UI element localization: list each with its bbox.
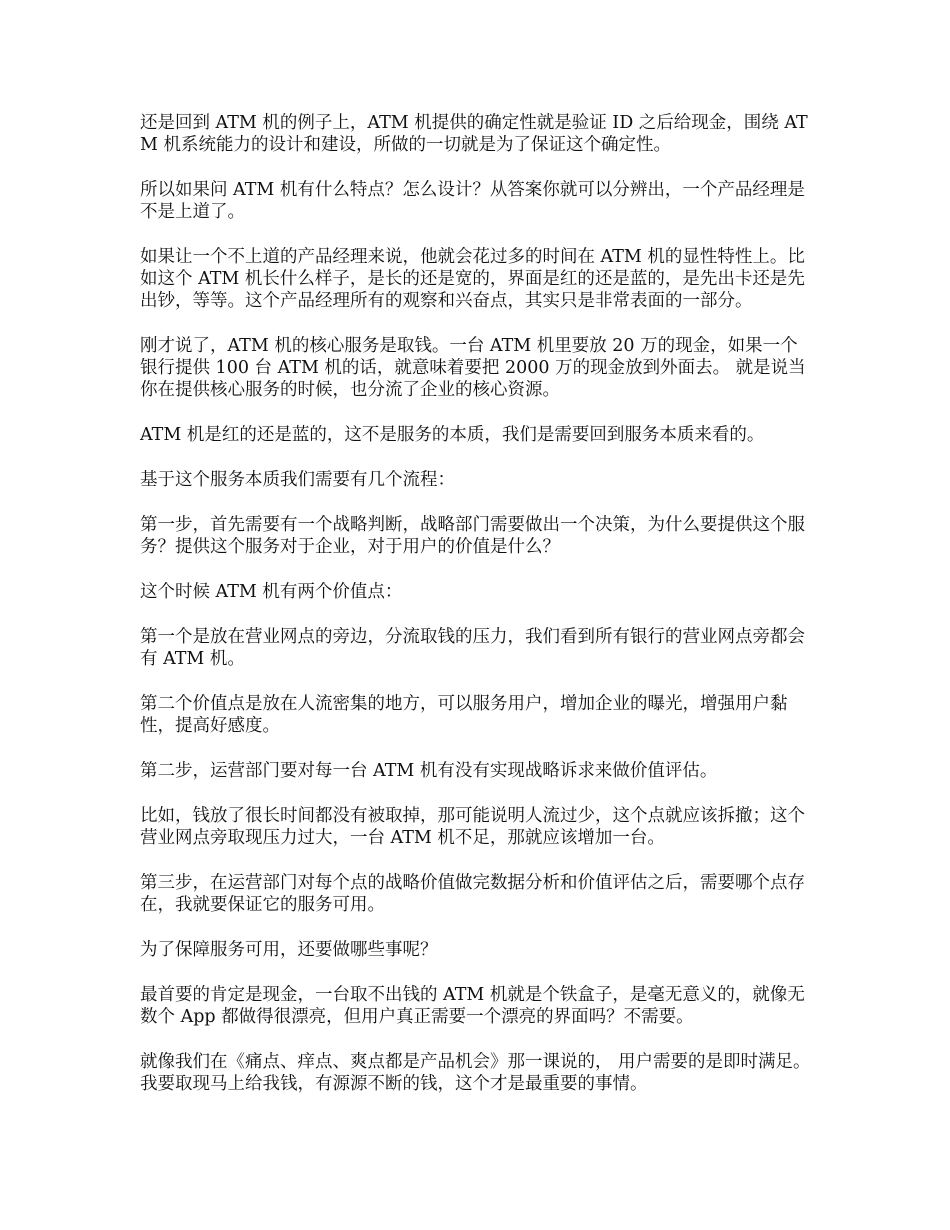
- paragraph-8: 这个时候 ATM 机有两个价值点：: [140, 582, 403, 602]
- paragraph-16: 就像我们在《痛点、痒点、爽点都是产品机会》那一课说的， 用户需要的是即时满足。 我要取现马上给我钱，有源源不断的钱，这个才是最重要的事情。: [140, 1052, 811, 1094]
- paragraph-3: 如果让一个不上道的产品经理来说，他就会花过多的时间在 ATM 机的显性特性上。比如这个 ATM 机长什么样子，是长的还是宽的，界面是红的还是蓝的，是先出卡还是先出钞，等等。这个产品经理所有的观察和兴奋点，其实只是非常表面的一部分。: [140, 247, 805, 311]
- paragraph-11: 第二步，运营部门要对每一台 ATM 机有没有实现战略诉求来做价值评估。: [140, 761, 718, 781]
- paragraph-7: 第一步，首先需要有一个战略判断，战略部门需要做出一个决策，为什么要提供这个服务？提供这个服务对于企业，对于用户的价值是什么？: [140, 515, 805, 557]
- paragraph-6: 基于这个服务本质我们需要有几个流程：: [140, 470, 455, 490]
- paragraph-10: 第二个价值点是放在人流密集的地方，可以服务用户，增加企业的曝光，增强用户黏性，提高好感度。: [140, 694, 788, 736]
- paragraph-5: ATM 机是红的还是蓝的，这不是服务的本质，我们是需要回到服务本质来看的。: [140, 425, 765, 445]
- paragraph-13: 第三步，在运营部门对每个点的战略价值做完数据分析和价值评估之后，需要哪个点存在，我就要保证它的服务可用。: [140, 873, 805, 915]
- paragraph-4: 刚才说了，ATM 机的核心服务是取钱。一台 ATM 机里要放 20 万的现金，如果一个银行提供 100 台 ATM 机的话，就意味着要把 2000 万的现金放到外面去。 就是说当你在提供核心服务的时候，也分流了企业的核心资源。: [140, 336, 806, 400]
- paragraph-9: 第一个是放在营业网点的旁边，分流取钱的压力，我们看到所有银行的营业网点旁都会有 ATM 机。: [140, 627, 805, 669]
- paragraph-2: 所以如果问 ATM 机有什么特点？怎么设计？从答案你就可以分辨出，一个产品经理是不是上道了。: [140, 180, 805, 222]
- paragraph-12: 比如，钱放了很长时间都没有被取掉，那可能说明人流过少，这个点就应该拆撤；这个营业网点旁取现压力过大，一台 ATM 机不足，那就应该增加一台。: [140, 806, 805, 848]
- paragraph-15: 最首要的肯定是现金，一台取不出钱的 ATM 机就是个铁盒子，是毫无意义的，就像无数个 App 都做得很漂亮，但用户真正需要一个漂亮的界面吗？不需要。: [140, 985, 805, 1027]
- document-body: [140, 112, 815, 1118]
- paragraph-1: 还是回到 ATM 机的例子上，ATM 机提供的确定性就是验证 ID 之后给现金，围绕 ATM 机系统能力的设计和建设，所做的一切就是为了保证这个确定性。: [140, 113, 808, 155]
- paragraph-14: 为了保障服务可用，还要做哪些事呢？: [140, 940, 438, 960]
